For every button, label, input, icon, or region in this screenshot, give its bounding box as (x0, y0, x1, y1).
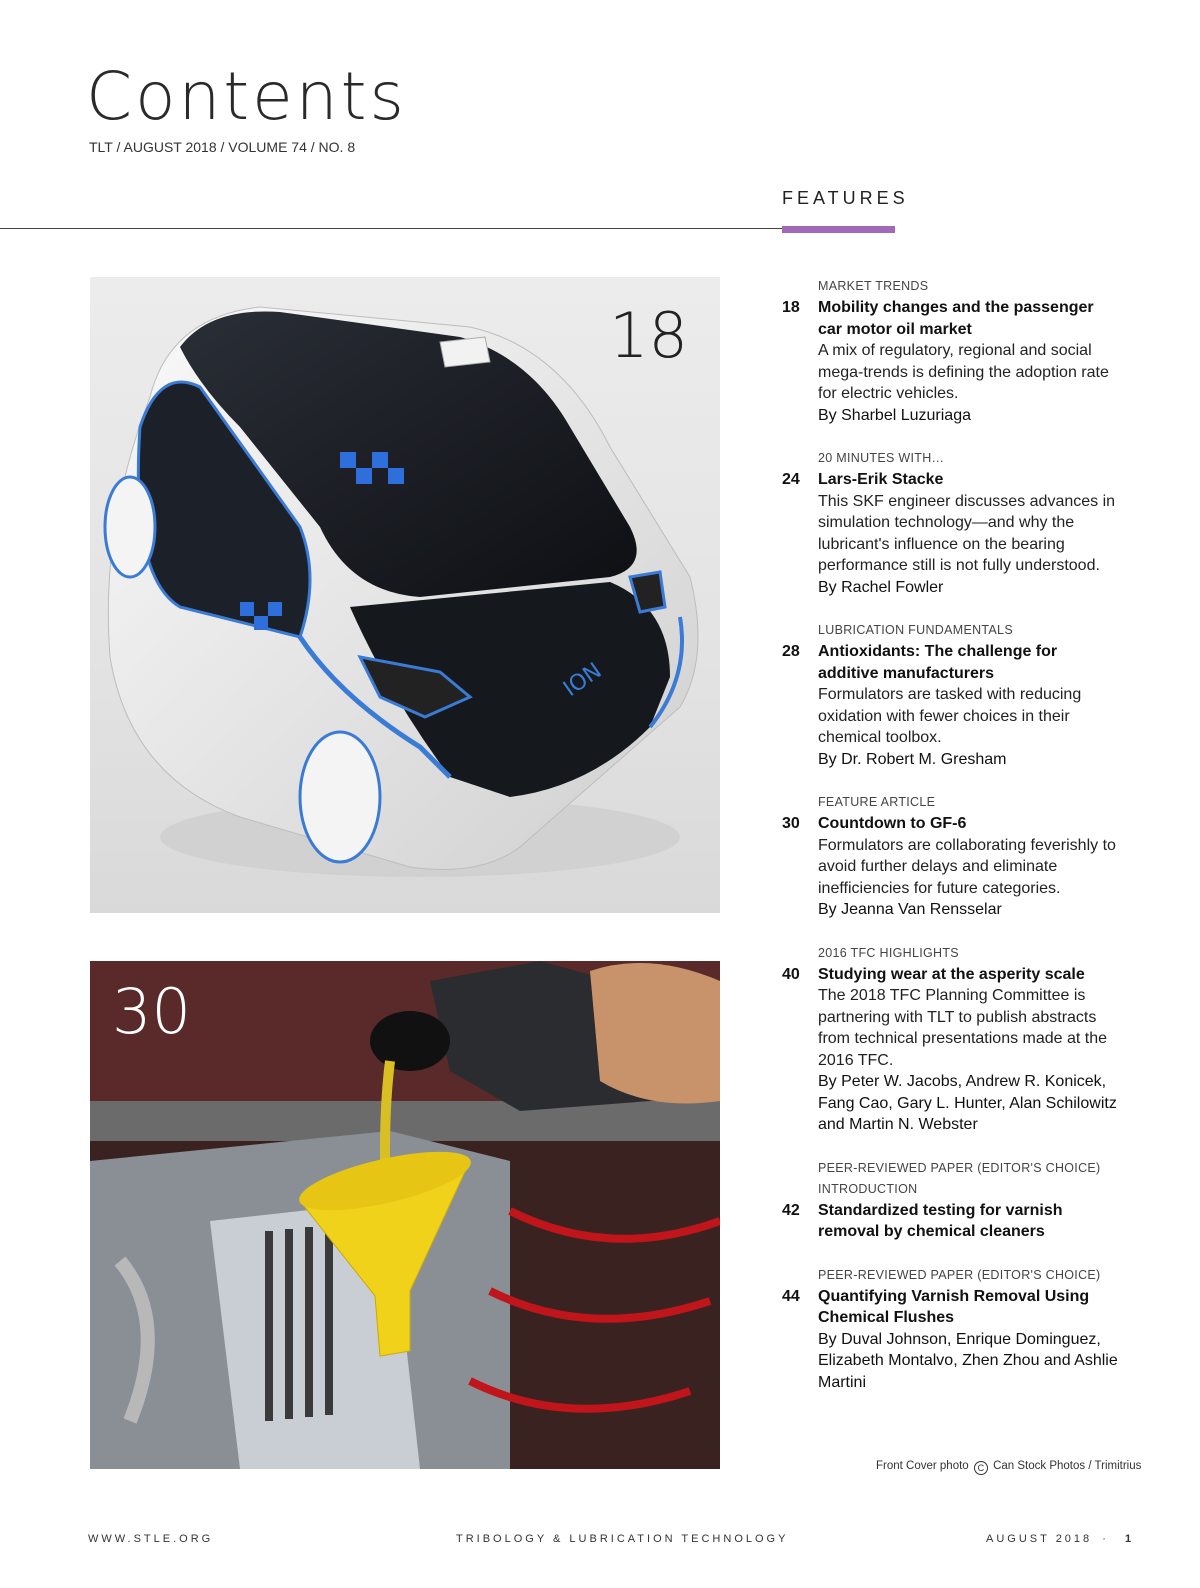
entry-headline[interactable]: Mobility changes and the passenger car motor oil market (818, 299, 1094, 338)
entry-headline[interactable]: Lars-Erik Stacke (818, 471, 944, 488)
photo-page-number: 18 (609, 299, 688, 372)
entry-page-number: 30 (782, 815, 800, 832)
toc-entry[interactable] (782, 620, 1122, 770)
toc-entry[interactable] (782, 1158, 1122, 1243)
header-rule (0, 228, 782, 229)
entry-kicker: 20 MINUTES WITH… (818, 451, 945, 465)
credit-prefix: Front Cover photo (876, 1460, 969, 1472)
entry-page-number: 42 (782, 1201, 800, 1219)
feature-photo-oil (90, 961, 720, 1469)
entry-byline: By Dr. Robert M. Gresham (818, 750, 1007, 768)
toc-entry[interactable] (782, 448, 1122, 598)
footer-website[interactable]: WWW.STLE.ORG (88, 1533, 214, 1545)
footer-date: AUGUST 2018 (986, 1533, 1093, 1545)
credit-suffix: Can Stock Photos / Trimitrius (993, 1460, 1142, 1472)
entry-headline[interactable]: Studying wear at the asperity scale (818, 965, 1085, 983)
entry-description: The 2018 TFC Planning Committee is partnering with TLT to publish abstracts from technical presentations made at the 2016 TFC. (818, 987, 1108, 1069)
car-illustration (90, 277, 720, 913)
toc-entry[interactable] (782, 792, 1122, 921)
entry-kicker: LUBRICATION FUNDAMENTALS (818, 623, 1013, 637)
toc-entry[interactable] (782, 276, 1122, 426)
entry-kicker: FEATURE ARTICLE (818, 795, 936, 809)
entry-page-number: 28 (782, 643, 800, 660)
entry-byline: By Sharbel Luzuriaga (818, 406, 971, 424)
toc-entry[interactable] (782, 1265, 1122, 1394)
entry-byline: By Peter W. Jacobs, Andrew R. Konicek, Fang Cao, Gary L. Hunter, Alan Schilowitz and Martin N. Webster (818, 1073, 1117, 1133)
page-title: Contents (86, 58, 407, 135)
photo-page-number: 30 (112, 975, 191, 1048)
section-label: FEATURES (782, 188, 909, 208)
footer-publication: TRIBOLOGY & LUBRICATION TECHNOLOGY (456, 1533, 789, 1545)
entry-headline[interactable]: Quantifying Varnish Removal Using Chemical Flushes (818, 1287, 1090, 1326)
entry-page-number: 24 (782, 471, 800, 488)
entry-description: Formulators are collaborating feverishly to avoid further delays and eliminate inefficiencies for future categories. (818, 836, 1116, 897)
entry-headline[interactable]: Standardized testing for varnish removal by chemical cleaners (818, 1201, 1063, 1240)
toc-list (782, 276, 1122, 1415)
footer-date-page (986, 1533, 1131, 1545)
entry-page-number: 18 (782, 299, 800, 316)
feature-photo-car (90, 277, 720, 913)
entry-kicker: PEER-REVIEWED PAPER (EDITOR'S CHOICE) INTRODUCTION (818, 1160, 1101, 1196)
entry-kicker: 2016 TFC HIGHLIGHTS (818, 945, 959, 960)
photo-credit (876, 1460, 1141, 1475)
entry-headline[interactable]: Countdown to GF-6 (818, 815, 967, 832)
footer-page-number: 1 (1124, 1533, 1132, 1545)
entry-byline: By Rachel Fowler (818, 578, 944, 596)
issue-line: TLT / AUGUST 2018 / VOLUME 74 / NO. 8 (89, 139, 356, 155)
entry-kicker: PEER-REVIEWED PAPER (EDITOR'S CHOICE) (818, 1267, 1101, 1282)
entry-description: This SKF engineer discusses advances in simulation technology—and why the lubricant's influence on the bearing performance still is not fully understood. (818, 492, 1116, 574)
footer-separator: · (1102, 1533, 1109, 1545)
entry-page-number: 40 (782, 965, 800, 983)
copyright-icon: C (974, 1461, 988, 1475)
entry-byline: By Duval Johnson, Enrique Dominguez, Elizabeth Montalvo, Zhen Zhou and Ashlie Martini (818, 1330, 1118, 1391)
entry-page-number: 44 (782, 1287, 800, 1305)
entry-description: Formulators are tasked with reducing oxidation with fewer choices in their chemical toolbox. (818, 686, 1082, 746)
svg-text:ION: ION (559, 658, 607, 702)
section-accent-bar (782, 226, 895, 233)
entry-description: A mix of regulatory, regional and social mega-trends is defining the adoption rate for electric vehicles. (818, 342, 1109, 402)
entry-kicker: MARKET TRENDS (818, 279, 929, 293)
entry-headline[interactable]: Antioxidants: The challenge for additive manufacturers (818, 643, 1058, 682)
toc-entry[interactable] (782, 943, 1122, 1136)
entry-byline: By Jeanna Van Rensselar (818, 901, 1002, 918)
